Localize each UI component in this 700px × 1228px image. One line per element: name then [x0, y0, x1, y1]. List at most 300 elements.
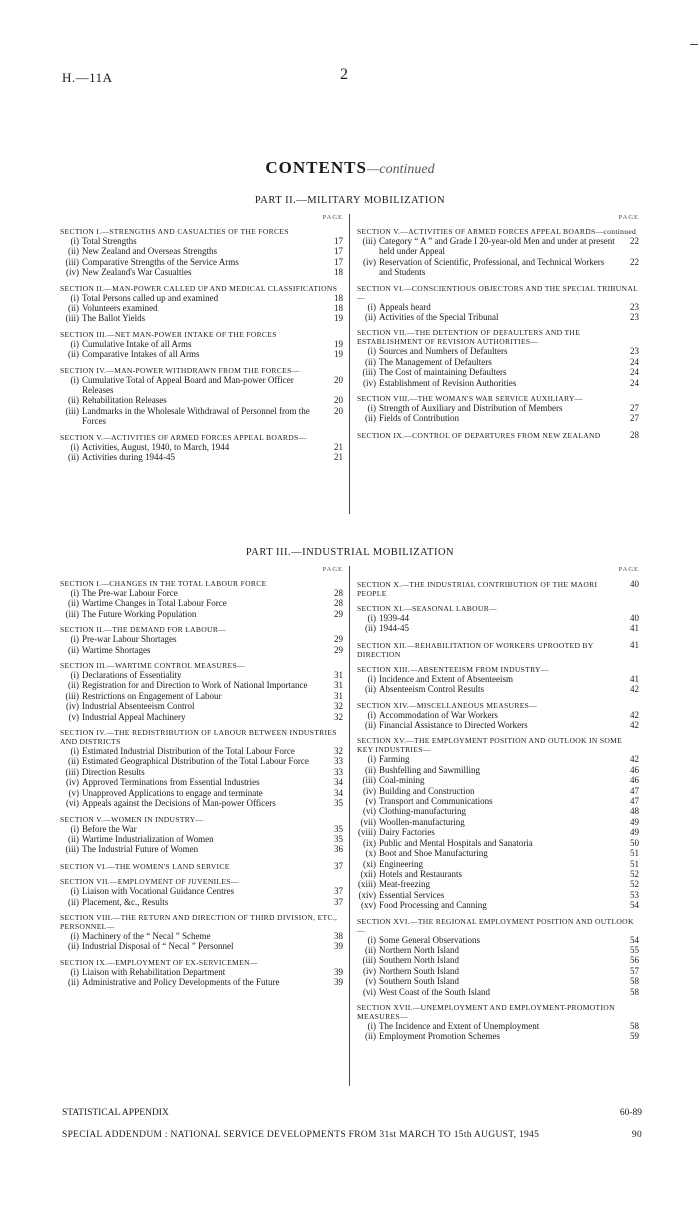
- entry-number: (iii): [65, 313, 79, 324]
- entry-title: Rehabilitation Releases: [82, 395, 167, 406]
- entry-page: 41: [630, 623, 639, 634]
- entry-title: Registration for and Direction to Work of National Importance: [82, 680, 308, 691]
- entry-page: 57: [630, 965, 639, 976]
- entry-number: (i): [367, 346, 376, 357]
- entry-number: (i): [70, 670, 79, 681]
- entry-title: Unapproved Applications to engage and terminate: [82, 787, 263, 798]
- entry-number: (iii): [362, 367, 376, 378]
- entry-number: (i): [367, 934, 376, 945]
- entry-title: The Management of Defaulters: [379, 356, 492, 367]
- toc-section: [357, 1003, 639, 1042]
- section-heading: SECTION I.—STRENGTHS AND CASUALTIES OF THE FORCES: [60, 227, 289, 236]
- toc-section: [60, 366, 343, 427]
- toc-entry: [60, 375, 343, 396]
- entry-title: 1944-45: [379, 623, 409, 634]
- toc-entry: [357, 754, 639, 764]
- entry-number: (ii): [68, 395, 79, 406]
- toc-section: [60, 625, 343, 655]
- toc-entry: [357, 827, 639, 837]
- toc-entry: [357, 346, 639, 356]
- entry-page: 47: [630, 796, 639, 807]
- toc-entry: [357, 859, 639, 869]
- document-reference: H.—11A: [62, 70, 113, 85]
- section-heading-row: [357, 917, 639, 935]
- entry-title: Employment Promotion Schemes: [379, 1031, 500, 1042]
- toc-entry: [357, 796, 639, 806]
- entry-number: (ii): [68, 977, 79, 988]
- entry-number: (ii): [68, 349, 79, 360]
- toc-entry: [60, 798, 343, 808]
- toc-entry: [60, 931, 343, 941]
- entry-title: Boot and Shoe Manufacturing: [379, 848, 488, 859]
- section-heading: SECTION V.—WOMEN IN INDUSTRY—: [60, 814, 204, 824]
- entry-page: 36: [334, 844, 343, 855]
- entry-page: 21: [334, 452, 343, 463]
- entry-title: Total Strengths: [82, 236, 137, 246]
- toc-section: [357, 917, 639, 997]
- entry-page: 58: [630, 1020, 639, 1031]
- entry-page: 39: [334, 966, 343, 977]
- toc-entry: [60, 236, 343, 246]
- entry-number: (vii): [360, 816, 376, 827]
- entry-number: (ii): [365, 356, 376, 367]
- section-heading: SECTION II.—MAN-POWER CALLED UP AND MEDICAL CLASSIFICATIONS: [60, 283, 338, 293]
- entry-number: (iii): [65, 766, 79, 777]
- toc-entry: [357, 236, 639, 257]
- section-heading-row: [60, 861, 343, 871]
- toc-entry: [357, 367, 639, 377]
- toc-entry: [60, 634, 343, 644]
- toc-entry: [357, 987, 639, 997]
- section-heading-row: [357, 430, 639, 440]
- entry-page: 23: [630, 346, 639, 357]
- entry-page: 29: [334, 608, 343, 619]
- entry-page: 24: [630, 356, 639, 367]
- section-heading: SECTION IX.—EMPLOYMENT OF EX-SERVICEMEN—: [60, 957, 258, 967]
- toc-section: [60, 861, 343, 871]
- toc-entry: [357, 1031, 639, 1041]
- entry-number: (ii): [68, 896, 79, 907]
- entry-number: (iii): [362, 236, 376, 246]
- entry-page: 18: [334, 303, 343, 314]
- toc-entry: [60, 897, 343, 907]
- section-heading-row: [60, 877, 343, 886]
- part-3-left-column: [60, 566, 343, 988]
- entry-number: (iii): [65, 405, 79, 416]
- appendix-page: 60-89: [619, 1108, 642, 1118]
- entry-title: Total Persons called up and examined: [82, 292, 219, 303]
- entry-title: Clothing-manufacturing: [379, 806, 466, 817]
- entry-page: 58: [630, 986, 639, 997]
- section-heading-row: [60, 366, 343, 375]
- toc-section: [357, 701, 639, 731]
- entry-title: Pre-war Labour Shortages: [82, 634, 177, 645]
- toc-entry: [357, 900, 639, 910]
- toc-entry: [357, 817, 639, 827]
- entry-title: Northern South Island: [379, 965, 459, 976]
- entry-page: 35: [334, 798, 343, 809]
- entry-number: (iii): [65, 690, 79, 701]
- entry-number: (vi): [363, 986, 376, 997]
- toc-section: [60, 815, 343, 855]
- toc-entry: [357, 786, 639, 796]
- entry-title: Administrative and Policy Developments of the Future: [82, 977, 280, 988]
- entry-page: 22: [630, 236, 639, 246]
- entry-number: (vi): [363, 806, 376, 817]
- entry-page: 42: [630, 754, 639, 765]
- entry-title: Activities of the Special Tribunal: [379, 312, 499, 323]
- toc-section: [60, 330, 343, 360]
- entry-number: (ii): [68, 644, 79, 655]
- entry-number: (i): [70, 374, 79, 385]
- entry-number: (iv): [66, 267, 79, 278]
- toc-entry: [357, 935, 639, 945]
- toc-entry: [357, 976, 639, 986]
- entry-page: 20: [334, 405, 343, 416]
- toc-entry: [60, 670, 343, 680]
- entry-page: 52: [630, 879, 639, 890]
- entry-title: Cumulative Total of Appeal Board and Man-power Officer Releases: [82, 374, 294, 396]
- entry-title: Meat-freezing: [379, 879, 430, 890]
- section-page: 28: [630, 429, 639, 440]
- entry-title: Farming: [379, 754, 410, 765]
- toc-entry: [60, 406, 343, 427]
- toc-entry: [357, 869, 639, 879]
- entry-title: Wartime Industrialization of Women: [82, 833, 214, 844]
- part-3-title: PART III.—INDUSTRIAL MOBILIZATION: [245, 547, 455, 558]
- special-addendum-entry: [62, 1130, 642, 1140]
- entry-page: 38: [334, 930, 343, 941]
- toc-entry: [60, 680, 343, 690]
- toc-entry: [357, 848, 639, 858]
- entry-page: 23: [630, 312, 639, 323]
- toc-entry: [357, 955, 639, 965]
- section-heading-row: [357, 701, 639, 710]
- entry-page: 42: [630, 720, 639, 731]
- entry-page: 39: [334, 977, 343, 988]
- entry-title: Establishment of Revision Authorities: [379, 377, 517, 388]
- entry-number: (ii): [365, 623, 376, 634]
- entry-number: (i): [367, 301, 376, 312]
- toc-section: [60, 661, 343, 722]
- part-3-right-column: [357, 566, 639, 1042]
- toc-section: [357, 736, 639, 910]
- page-column-label: PAGE: [618, 566, 639, 573]
- entry-title: The Industrial Future of Women: [82, 844, 199, 855]
- section-heading: SECTION III.—WARTIME CONTROL MEASURES—: [60, 661, 245, 671]
- entry-number: (viii): [358, 827, 376, 838]
- entry-title: West Coast of the South Island: [379, 986, 491, 997]
- section-heading: SECTION VII.—EMPLOYMENT OF JUVENILES—: [60, 877, 239, 887]
- section-heading-row: [357, 394, 639, 403]
- entry-number: (i): [70, 634, 79, 645]
- entry-number: (i): [367, 613, 376, 623]
- entry-page: 29: [334, 634, 343, 645]
- title-main: CONTENTS: [265, 158, 367, 177]
- toc-entry: [60, 598, 343, 608]
- entry-page: 28: [334, 598, 343, 609]
- entry-page: 20: [334, 395, 343, 406]
- entry-number: (iii): [65, 256, 79, 267]
- entry-title: The Pre-war Labour Force: [82, 588, 178, 598]
- page-edge-mark: [690, 44, 698, 45]
- entry-number: (ii): [68, 303, 79, 314]
- section-heading: SECTION VI.—THE WOMEN'S LAND SERVICE: [60, 861, 230, 871]
- entry-title: The Future Working Population: [82, 608, 197, 619]
- entry-title: Wartime Shortages: [82, 644, 151, 655]
- entry-title: Wartime Changes in Total Labour Force: [82, 598, 227, 609]
- toc-entry: [60, 645, 343, 655]
- section-heading: SECTION IV.—THE REDISTRIBUTION OF LABOUR BETWEEN INDUSTRIES AND DISTRICTS: [60, 728, 337, 747]
- toc-entry: [357, 684, 639, 694]
- section-heading: SECTION II.—THE DEMAND FOR LABOUR—: [60, 625, 227, 635]
- entry-title: Volunteers examined: [82, 303, 158, 314]
- entry-page: 18: [334, 292, 343, 303]
- entry-page: 39: [334, 941, 343, 952]
- entry-page: 49: [630, 827, 639, 838]
- entry-title: Industrial Appeal Machinery: [82, 711, 186, 722]
- entry-title: Sources and Numbers of Defaulters: [379, 346, 508, 357]
- entry-number: (ii): [365, 312, 376, 323]
- toc-entry: [60, 588, 343, 598]
- toc-entry: [60, 339, 343, 349]
- section-heading: SECTION XIII.—ABSENTEEISM FROM INDUSTRY—: [357, 664, 549, 674]
- addendum-label: SPECIAL ADDENDUM : NATIONAL SERVICE DEVELOPMENTS FROM 31st MARCH TO 15th AUGUST, 1945: [62, 1130, 540, 1140]
- entry-page: 47: [630, 785, 639, 796]
- entry-page: 18: [334, 267, 343, 278]
- section-heading: SECTION VIII.—THE WOMAN'S WAR SERVICE AUXILIARY—: [357, 394, 583, 404]
- toc-section: [60, 579, 343, 619]
- entry-number: (i): [70, 966, 79, 977]
- entry-page: 19: [334, 349, 343, 360]
- page-column-label: PAGE: [322, 214, 343, 221]
- entry-title: The Cost of maintaining Defaulters: [379, 367, 507, 378]
- entry-number: (ix): [363, 837, 376, 848]
- entry-title: Approved Terminations from Essential Industries: [82, 777, 260, 788]
- toc-entry: [357, 357, 639, 367]
- entry-title: Incidence and Extent of Absenteeism: [379, 673, 513, 684]
- toc-entry: [60, 712, 343, 722]
- entry-page: 31: [334, 670, 343, 681]
- toc-entry: [60, 824, 343, 834]
- entry-number: (vi): [66, 798, 79, 809]
- toc-entry: [60, 977, 343, 987]
- toc-entry: [60, 267, 343, 277]
- toc-entry: [357, 765, 639, 775]
- section-heading-row: [357, 579, 639, 598]
- entry-page: 33: [334, 756, 343, 767]
- entry-number: (ii): [68, 680, 79, 691]
- entry-page: 32: [334, 701, 343, 712]
- column-divider: [349, 566, 350, 1086]
- entry-page: 46: [630, 764, 639, 775]
- entry-page: 27: [630, 403, 639, 414]
- entry-number: (ii): [365, 944, 376, 955]
- entry-number: (xii): [360, 868, 376, 879]
- toc-entry: [357, 403, 639, 413]
- toc-entry: [357, 257, 639, 278]
- entry-title: New Zealand's War Casualties: [82, 267, 192, 278]
- section-page: 41: [630, 639, 639, 650]
- entry-page: 24: [630, 377, 639, 388]
- section-heading-row: [357, 284, 639, 302]
- toc-entry: [357, 312, 639, 322]
- entry-title: Financial Assistance to Directed Workers: [379, 720, 528, 731]
- entry-title: Landmarks in the Wholesale Withdrawal of Personnel from the Forces: [82, 405, 310, 427]
- page-column-label: PAGE: [322, 566, 343, 573]
- entry-number: (iii): [362, 775, 376, 786]
- entry-title: Category “ A ” and Grade I 20-year-old Men and under at present held under Appeal: [379, 236, 615, 257]
- section-heading: SECTION XI.—SEASONAL LABOUR—: [357, 604, 497, 613]
- title-continued: —continued: [366, 162, 435, 177]
- section-heading: SECTION XII.—REHABILITATION OF WORKERS UPROOTED BY DIRECTION: [357, 640, 594, 659]
- entry-title: Northern North Island: [379, 944, 459, 955]
- entry-page: 37: [334, 886, 343, 897]
- page-title: [0, 158, 700, 178]
- toc-entry: [357, 613, 639, 623]
- entry-page: 33: [334, 766, 343, 777]
- toc-entry: [60, 609, 343, 619]
- entry-number: (ii): [68, 598, 79, 609]
- toc-entry: [60, 777, 343, 787]
- entry-page: 17: [334, 246, 343, 257]
- entry-title: Liaison with Rehabilitation Department: [82, 966, 226, 977]
- section-heading-row: [60, 728, 343, 746]
- entry-number: (iii): [65, 844, 79, 855]
- toc-entry: [357, 720, 639, 730]
- entry-page: 49: [630, 816, 639, 827]
- entry-page: 58: [630, 976, 639, 987]
- entry-page: 28: [334, 588, 343, 598]
- entry-page: 48: [630, 806, 639, 817]
- entry-title: Cumulative Intake of all Arms: [82, 338, 192, 349]
- entry-page: 42: [630, 709, 639, 720]
- section-page: 37: [334, 860, 343, 871]
- toc-section: [60, 958, 343, 988]
- entry-page: 31: [334, 690, 343, 701]
- entry-page: 54: [630, 900, 639, 911]
- section-heading: SECTION V.—ACTIVITIES OF ARMED FORCES APPEAL BOARDS—: [60, 432, 307, 442]
- toc-entry: [60, 257, 343, 267]
- entry-title: Accommodation of War Workers: [379, 709, 498, 720]
- entry-page: 35: [334, 823, 343, 834]
- toc-entry: [60, 967, 343, 977]
- toc-section: [60, 728, 343, 808]
- entry-number: (ii): [365, 720, 376, 731]
- toc-section: [357, 284, 639, 323]
- entry-number: (ii): [68, 941, 79, 952]
- entry-number: (i): [70, 930, 79, 941]
- entry-page: 23: [630, 301, 639, 312]
- entry-number: (v): [68, 711, 79, 722]
- toc-entry: [60, 767, 343, 777]
- toc-entry: [60, 303, 343, 313]
- entry-title: Comparative Strengths of the Service Arms: [82, 256, 239, 267]
- entry-title: Activities, August, 1940, to March, 1944: [82, 441, 230, 452]
- entry-title: Industrial Disposal of “ Necal ” Personnel: [82, 941, 234, 952]
- section-heading-row: [357, 227, 639, 236]
- entry-title: Some General Observations: [379, 934, 480, 945]
- entry-title: Restrictions on Engagement of Labour: [82, 690, 222, 701]
- section-heading-row: [357, 736, 639, 754]
- toc-entry: [60, 756, 343, 766]
- section-heading: SECTION XVII.—UNEMPLOYMENT AND EMPLOYMENT-PROMOTION MEASURES—: [357, 1002, 615, 1021]
- entry-title: Dairy Factories: [379, 827, 435, 838]
- entry-page: 46: [630, 775, 639, 786]
- entry-title: Fields of Contribution: [379, 413, 460, 424]
- entry-title: Reservation of Scientific, Professional, and Technical Workers and Students: [379, 256, 605, 278]
- entry-number: (ii): [365, 413, 376, 424]
- section-heading: SECTION VII.—THE DETENTION OF DEFAULTERS AND THE ESTABLISHMENT OF REVISION AUTHORITIES—: [357, 328, 581, 347]
- entry-title: Coal-mining: [379, 775, 425, 786]
- entry-page: 29: [334, 644, 343, 655]
- entry-title: Appeals against the Decisions of Man-power Officers: [82, 798, 276, 809]
- entry-number: (xiii): [358, 879, 376, 890]
- entry-number: (i): [70, 292, 79, 303]
- entry-page: 24: [630, 367, 639, 378]
- toc-entry: [60, 701, 343, 711]
- entry-page: 37: [334, 896, 343, 907]
- entry-page: 42: [630, 684, 639, 695]
- entry-page: 59: [630, 1031, 639, 1042]
- entry-page: 19: [334, 338, 343, 349]
- entry-number: (ii): [68, 833, 79, 844]
- toc-entry: [60, 746, 343, 756]
- section-heading-row: [60, 284, 343, 293]
- entry-page: 32: [334, 746, 343, 757]
- entry-title: Southern South Island: [379, 976, 459, 987]
- entry-page: 56: [630, 955, 639, 966]
- entry-page: 35: [334, 833, 343, 844]
- toc-entry: [60, 246, 343, 256]
- toc-entry: [357, 413, 639, 423]
- entry-number: (v): [68, 787, 79, 798]
- toc-section: [357, 640, 639, 659]
- entry-number: (i): [70, 441, 79, 452]
- entry-title: Transport and Communications: [379, 796, 493, 807]
- entry-title: Placement, &c., Results: [82, 896, 169, 907]
- entry-title: The Incidence and Extent of Unemployment: [379, 1020, 540, 1031]
- entry-number: (iv): [363, 256, 376, 267]
- section-heading-row: [60, 330, 343, 339]
- entry-title: Industrial Absenteeism Control: [82, 701, 195, 712]
- entry-page: 21: [334, 441, 343, 452]
- page-column-label: PAGE: [618, 214, 639, 221]
- toc-section: [357, 430, 639, 440]
- toc-entry: [357, 806, 639, 816]
- entry-page: 51: [630, 858, 639, 869]
- section-heading-row: [60, 625, 343, 634]
- entry-title: Engineering: [379, 858, 423, 869]
- toc-entry: [357, 775, 639, 785]
- toc-entry: [60, 452, 343, 462]
- entry-title: Before the War: [82, 823, 137, 834]
- toc-entry: [357, 966, 639, 976]
- toc-entry: [357, 302, 639, 312]
- entry-page: 40: [630, 613, 639, 623]
- entry-title: Building and Construction: [379, 785, 475, 796]
- section-heading-row: [60, 913, 343, 931]
- entry-title: Essential Services: [379, 889, 445, 900]
- entry-number: (iv): [66, 701, 79, 712]
- entry-number: (ii): [68, 246, 79, 257]
- entry-number: (v): [365, 796, 376, 807]
- section-heading-row: [60, 958, 343, 967]
- toc-entry: [60, 788, 343, 798]
- entry-number: (i): [70, 588, 79, 598]
- entry-title: Bushfelling and Sawmilling: [379, 764, 480, 775]
- section-heading: SECTION III.—NET MAN-POWER INTAKE OF THE FORCES: [60, 329, 277, 339]
